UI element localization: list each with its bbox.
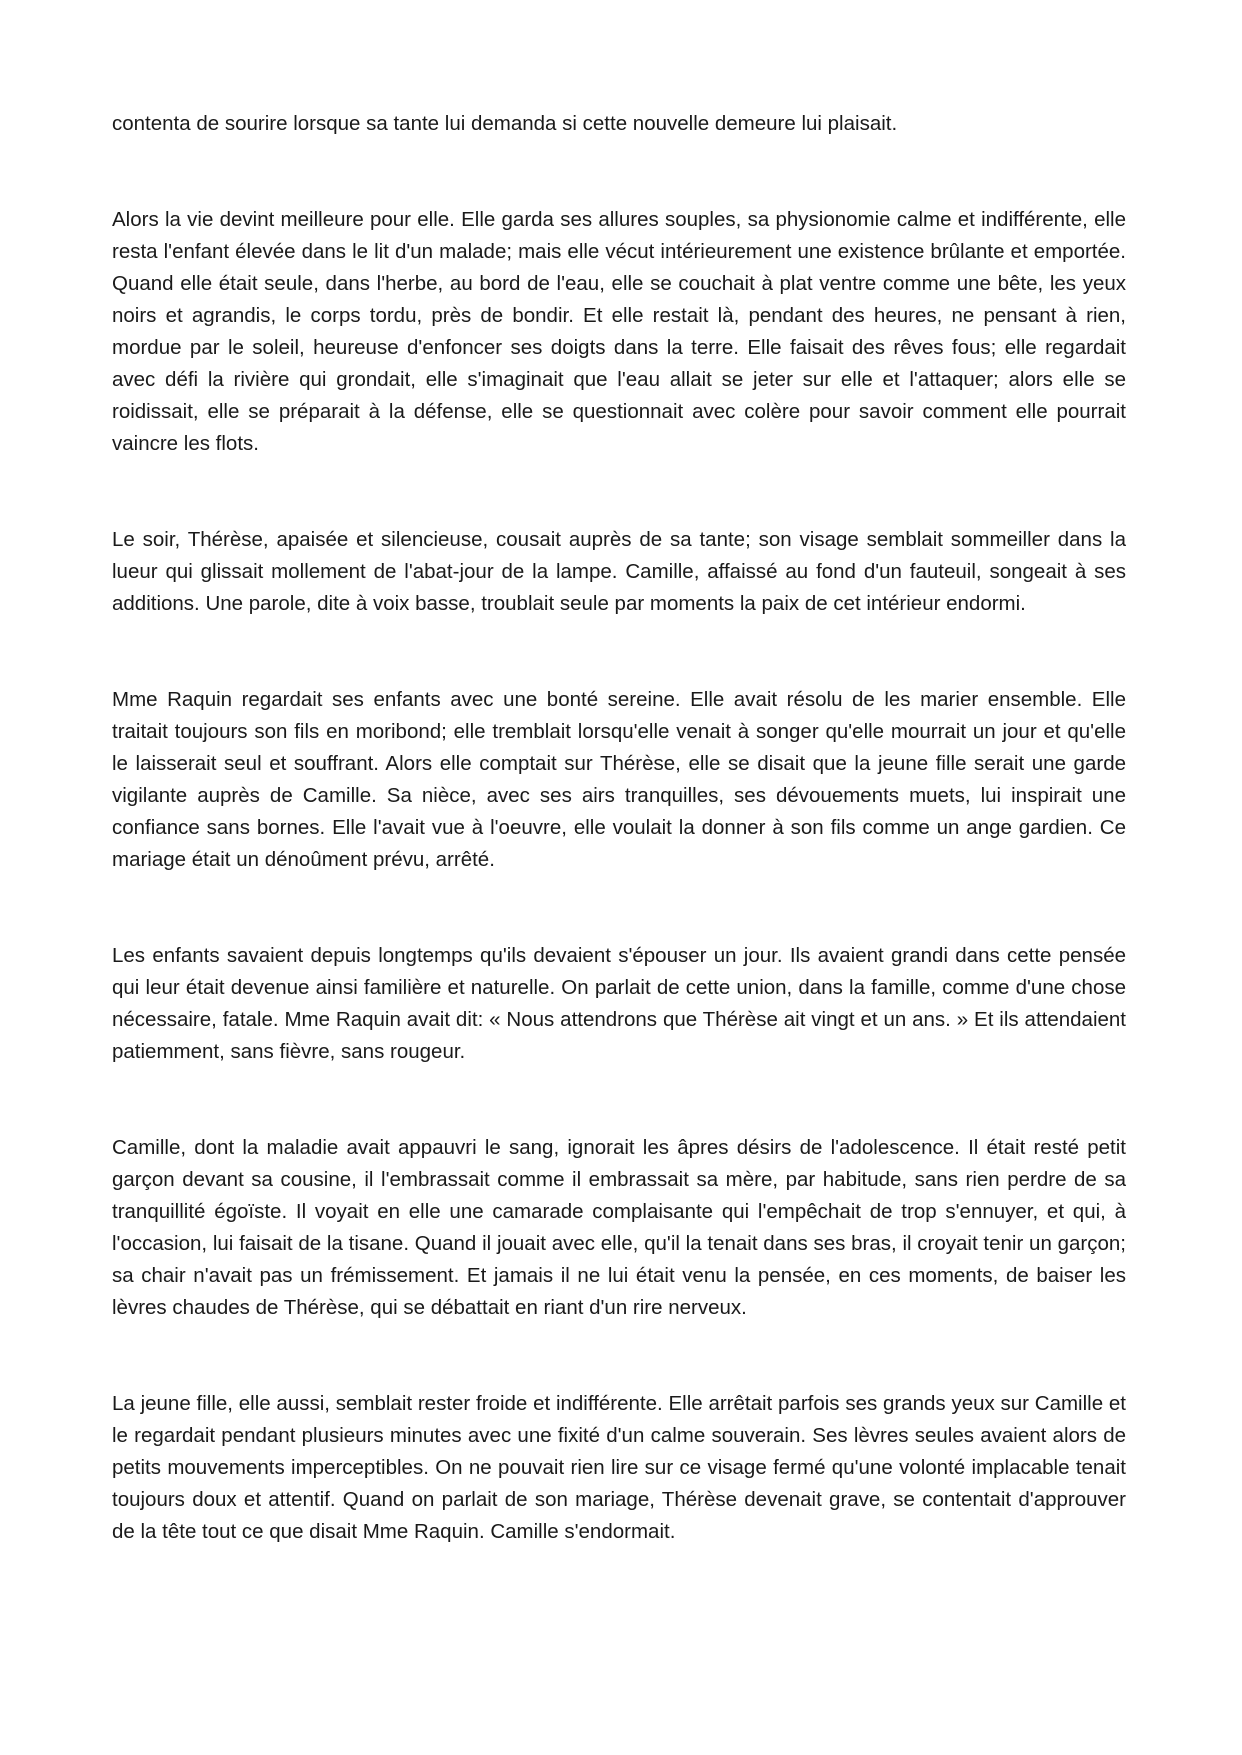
paragraph-gap xyxy=(112,620,1126,684)
paragraph-gap xyxy=(112,1324,1126,1388)
paragraph-2: Alors la vie devint meilleure pour elle. Elle garda ses allures souples, sa physionomie calme et indifférente, elle resta l'enfant élevée dans le lit d'un malade; mais elle vécut intérieurement une existence brûlante et emportée. Quand elle était seule, dans l'herbe, au bord de l'eau, elle se couchait à plat ventre comme une bête, les yeux noirs et agrandis, le corps tordu, près de bondir. Et elle restait là, pendant des heures, ne pensant à rien, mordue par le soleil, heureuse d'enfoncer ses doigts dans la terre. Elle faisait des rêves fous; elle regardait avec défi la rivière qui grondait, elle s'imaginait que l'eau allait se jeter sur elle et l'attaquer; alors elle se roidissait, elle se préparait à la défense, elle se questionnait avec colère pour savoir comment elle pourrait vaincre les flots. xyxy=(112,208,1126,455)
paragraph-1: contenta de sourire lorsque sa tante lui demanda si cette nouvelle demeure lui plaisait. xyxy=(112,112,898,135)
paragraph-6: Camille, dont la maladie avait appauvri le sang, ignorait les âpres désirs de l'adolescence. Il était resté petit garçon devant sa cousine, il l'embrassait comme il embrassait sa mère, par habitude, sans rien perdre de sa tranquillité égoïste. Il voyait en elle une camarade complaisante qui l'empêchait de trop s'ennuyer, et qui, à l'occasion, lui faisait de la tisane. Quand il jouait avec elle, qu'il la tenait dans ses bras, il croyait tenir un garçon; sa chair n'avait pas un frémissement. Et jamais il ne lui était venu la pensée, en ces moments, de baiser les lèvres chaudes de Thérèse, qui se débattait en riant d'un rire nerveux. xyxy=(112,1136,1126,1319)
paragraph-4: Mme Raquin regardait ses enfants avec une bonté sereine. Elle avait résolu de les marier ensemble. Elle traitait toujours son fils en moribond; elle tremblait lorsqu'elle venait à songer qu'elle mourrait un jour et qu'elle le laisserait seul et souffrant. Alors elle comptait sur Thérèse, elle se disait que la jeune fille serait une garde vigilante auprès de Camille. Sa nièce, avec ses airs tranquilles, ses dévouements muets, lui inspirait une confiance sans bornes. Elle l'avait vue à l'oeuvre, elle voulait la donner à son fils comme un ange gardien. Ce mariage était un dénoûment prévu, arrêté. xyxy=(112,688,1126,871)
paragraph-gap xyxy=(112,1068,1126,1132)
paragraph-3: Le soir, Thérèse, apaisée et silencieuse, cousait auprès de sa tante; son visage semblait sommeiller dans la lueur qui glissait mollement de l'abat-jour de la lampe. Camille, affaissé au fond d'un fauteuil, songeait à ses additions. Une parole, dite à voix basse, troublait seule par moments la paix de cet intérieur endormi. xyxy=(112,528,1126,615)
paragraph-gap xyxy=(112,460,1126,524)
paragraph-7: La jeune fille, elle aussi, semblait rester froide et indifférente. Elle arrêtait parfois ses grands yeux sur Camille et le regardait pendant plusieurs minutes avec une fixité d'un calme souverain. Ses lèvres seules avaient alors de petits mouvements imperceptibles. On ne pouvait rien lire sur ce visage fermé qu'une volonté implacable tenait toujours doux et attentif. Quand on parlait de son mariage, Thérèse devenait grave, se contentait d'approuver de la tête tout ce que disait Mme Raquin. Camille s'endormait. xyxy=(112,1392,1126,1543)
paragraph-5: Les enfants savaient depuis longtemps qu'ils devaient s'épouser un jour. Ils avaient grandi dans cette pensée qui leur était devenue ainsi familière et naturelle. On parlait de cette union, dans la famille, comme d'une chose nécessaire, fatale. Mme Raquin avait dit: « Nous attendrons que Thérèse ait vingt et un ans. » Et ils attendaient patiemment, sans fièvre, sans rougeur. xyxy=(112,944,1126,1063)
paragraph-gap xyxy=(112,140,1126,204)
paragraph-gap xyxy=(112,876,1126,940)
